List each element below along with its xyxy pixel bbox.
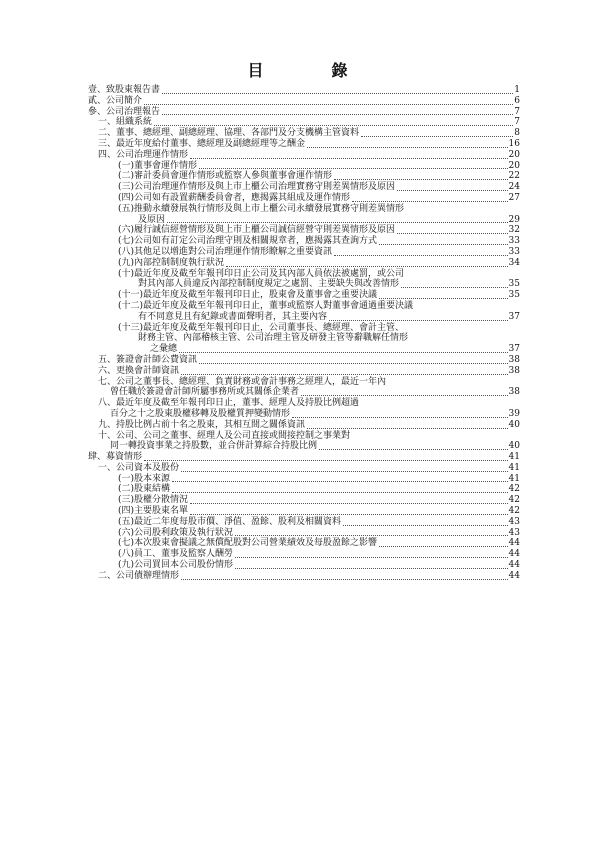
toc-entry-label: 四、公司治理運作情形 bbox=[98, 149, 189, 160]
leader-dots bbox=[172, 492, 508, 493]
toc-entry-label: (九)內部控制制度執行狀況 bbox=[118, 257, 225, 268]
toc-entry[interactable] bbox=[88, 128, 520, 139]
toc-entry[interactable] bbox=[88, 258, 520, 269]
toc-entry-label: (四)公司如有設置薪酬委員會者，應揭露其組成及運作情形 bbox=[118, 192, 351, 203]
toc-entry-line[interactable] bbox=[88, 398, 520, 409]
toc-entry-label-continued: 百分之十之股東股權移轉及股權質押變動情形 bbox=[110, 408, 291, 419]
toc-page-number: 1 bbox=[514, 85, 520, 95]
leader-dots bbox=[235, 557, 508, 558]
toc-page-number: 41 bbox=[508, 452, 520, 463]
leader-dots bbox=[154, 125, 513, 126]
leader-dots bbox=[181, 374, 508, 375]
leader-dots bbox=[307, 428, 508, 429]
page-title: 目 錄 bbox=[247, 61, 374, 80]
leader-dots bbox=[190, 503, 508, 504]
toc-entry-line[interactable] bbox=[88, 204, 520, 215]
toc-page-number: 6 bbox=[514, 95, 520, 106]
toc-entry[interactable] bbox=[88, 107, 520, 118]
toc-entry-label-continued: 財務主管、內部稽核主管、公司治理主管及研發主管等辭職解任情形 bbox=[138, 333, 409, 344]
leader-dots bbox=[235, 568, 508, 569]
toc-page-number: 44 bbox=[508, 549, 520, 560]
toc-page-number: 29 bbox=[508, 214, 520, 225]
toc-entry-label-continued: 有不同意見且有紀錄或書面聲明者，其主要內容 bbox=[138, 311, 328, 322]
toc-entry-line[interactable] bbox=[88, 323, 520, 334]
toc-page-number: 34 bbox=[508, 257, 520, 268]
toc-entry[interactable] bbox=[88, 344, 520, 355]
toc-entry[interactable] bbox=[88, 247, 520, 258]
toc-entry-label: (七)本次股東會擬議之無償配股對公司營業績效及每股盈餘之影響 bbox=[118, 538, 378, 549]
leader-dots bbox=[334, 179, 508, 180]
leader-dots bbox=[397, 190, 508, 191]
toc-entry-label: 肆、募資情形 bbox=[88, 452, 143, 463]
toc-page-number: 38 bbox=[508, 365, 520, 376]
toc-entry[interactable] bbox=[88, 355, 520, 366]
toc-entry-label: (五)推動永續發展執行情形及與上市上櫃公司永續發展實務守則差異情形 bbox=[118, 203, 405, 214]
toc-entry-label: (十一)最近年度及截至年報刊印日止，股東會及董事會之重要決議 bbox=[118, 290, 378, 301]
toc-page-number: 37 bbox=[508, 311, 520, 322]
toc-page-number: 7 bbox=[514, 117, 520, 128]
toc-entry-line[interactable] bbox=[88, 301, 520, 312]
toc-entry-label: 一、組織系統 bbox=[98, 117, 153, 128]
toc-entry-label: 七、公司之董事長、總經理、負責財務或會計事務之經理人，最近一年內 bbox=[98, 376, 387, 387]
leader-dots bbox=[199, 168, 508, 169]
toc-entry[interactable] bbox=[88, 495, 520, 506]
leader-dots bbox=[190, 158, 508, 159]
toc-entry-label: (三)股權分散情況 bbox=[118, 495, 189, 506]
leader-dots bbox=[179, 352, 508, 353]
toc-entry[interactable] bbox=[88, 452, 520, 463]
table-of-contents bbox=[88, 85, 520, 582]
toc-entry-label: 五、簽證會計師公費資訊 bbox=[98, 354, 198, 365]
toc-entry[interactable] bbox=[88, 409, 520, 420]
toc-page-number: 16 bbox=[508, 138, 520, 149]
toc-entry[interactable] bbox=[88, 117, 520, 128]
leader-dots bbox=[181, 471, 508, 472]
toc-entry-label: 六、更換會計師資訊 bbox=[98, 365, 180, 376]
toc-entry[interactable] bbox=[88, 182, 520, 193]
toc-entry-label: (七)公司如有訂定公司治理守則及相關規章者，應揭露其查詢方式 bbox=[118, 236, 378, 247]
toc-entry-line[interactable] bbox=[88, 269, 520, 280]
leader-dots bbox=[181, 579, 508, 580]
toc-entry-label: (八)其他足以增進對公司治理運作情形瞭解之重要資訊 bbox=[118, 246, 333, 257]
toc-entry[interactable] bbox=[88, 236, 520, 247]
toc-entry-label: (三)公司治理運作情形及與上市上櫃公司治理實務守則差異情形及原因 bbox=[118, 182, 396, 193]
toc-entry-label: 三、最近年度給付董事、總經理及副總經理等之酬金 bbox=[98, 138, 306, 149]
leader-dots bbox=[172, 481, 508, 482]
toc-page-number: 40 bbox=[508, 441, 520, 452]
toc-entry-label: 二、公司債辦理情形 bbox=[98, 570, 180, 581]
leader-dots bbox=[379, 298, 508, 299]
toc-entry[interactable] bbox=[88, 366, 520, 377]
leader-dots bbox=[292, 417, 508, 418]
toc-entry-label: 一、公司資本及股份 bbox=[98, 462, 180, 473]
toc-entry-label: (八)員工、董事及監察人酬勞 bbox=[118, 549, 234, 560]
toc-entry[interactable] bbox=[88, 96, 520, 107]
toc-entry-label: (九)公司買回本公司股份情形 bbox=[118, 560, 234, 571]
toc-page-number: 42 bbox=[508, 495, 520, 506]
toc-entry[interactable] bbox=[88, 463, 520, 474]
toc-entry-label: (二)股東結構 bbox=[118, 484, 171, 495]
toc-entry-label: (一)股本來源 bbox=[118, 473, 171, 484]
toc-entry-label: (十二)最近年度及截至年報刊印日止，董事或監察人對董事會通過重要決議 bbox=[118, 300, 414, 311]
leader-dots bbox=[235, 535, 508, 536]
toc-entry-label: (四)主要股東名單 bbox=[118, 506, 189, 517]
toc-entry[interactable] bbox=[88, 193, 520, 204]
toc-entry-label-continued: 及原因 bbox=[138, 214, 166, 225]
toc-page-number: 43 bbox=[508, 516, 520, 527]
toc-entry-label: 壹、致股東報告書 bbox=[88, 85, 161, 95]
toc-entry[interactable] bbox=[88, 215, 520, 226]
toc-page-number: 38 bbox=[508, 354, 520, 365]
toc-page-number: 33 bbox=[508, 246, 520, 257]
toc-page-number: 35 bbox=[508, 290, 520, 301]
leader-dots bbox=[144, 460, 508, 461]
toc-entry[interactable] bbox=[88, 161, 520, 172]
toc-page-number: 33 bbox=[508, 236, 520, 247]
leader-dots bbox=[361, 136, 513, 137]
toc-entry-label: 十、公司、公司之董事、經理人及公司直接或間接控制之事業對 bbox=[98, 430, 351, 441]
leader-dots bbox=[167, 222, 508, 223]
toc-entry[interactable] bbox=[88, 290, 520, 301]
toc-page-number: 44 bbox=[508, 570, 520, 581]
toc-entry[interactable] bbox=[88, 85, 520, 96]
toc-page-number: 42 bbox=[508, 506, 520, 517]
toc-entry[interactable] bbox=[88, 171, 520, 182]
toc-page-number: 40 bbox=[508, 419, 520, 430]
toc-entry-label-continued: 同一轉投資事業之持股數，並合併計算綜合持股比例 bbox=[110, 441, 318, 452]
toc-page-number: 43 bbox=[508, 527, 520, 538]
toc-page-number: 41 bbox=[508, 473, 520, 484]
toc-entry[interactable] bbox=[88, 517, 520, 528]
toc-page-number: 24 bbox=[508, 182, 520, 193]
leader-dots bbox=[379, 244, 508, 245]
toc-entry-label: (二)審計委員會運作情形或監察人參與董事會運作情形 bbox=[118, 171, 333, 182]
leader-dots bbox=[319, 449, 508, 450]
toc-entry[interactable] bbox=[88, 279, 520, 290]
leader-dots bbox=[190, 514, 508, 515]
toc-entry-label: (一)董事會運作情形 bbox=[118, 160, 198, 171]
leader-dots bbox=[301, 395, 508, 396]
toc-entry-line[interactable] bbox=[88, 431, 520, 442]
toc-entry-label: 貳、公司簡介 bbox=[88, 95, 143, 106]
toc-entry-line[interactable] bbox=[88, 333, 520, 344]
toc-entry-label: (六)履行誠信經營情形及與上市上櫃公司誠信經營守則差異情形及原因 bbox=[118, 225, 396, 236]
toc-entry-label: (十)最近年度及截至年報刊印日止公司及其內部人員依法被處罰，或公司 bbox=[118, 268, 405, 279]
toc-entry[interactable] bbox=[88, 441, 520, 452]
leader-dots bbox=[307, 147, 508, 148]
toc-entry[interactable] bbox=[88, 560, 520, 571]
toc-entry-line[interactable] bbox=[88, 377, 520, 388]
toc-page-number: 7 bbox=[514, 106, 520, 117]
toc-entry[interactable] bbox=[88, 538, 520, 549]
toc-page-number: 37 bbox=[508, 344, 520, 355]
toc-entry[interactable] bbox=[88, 225, 520, 236]
toc-page-number: 32 bbox=[508, 225, 520, 236]
toc-page-number: 27 bbox=[508, 192, 520, 203]
toc-page-number: 44 bbox=[508, 560, 520, 571]
toc-entry[interactable] bbox=[88, 312, 520, 323]
toc-entry-label: (六)公司股利政策及執行狀況 bbox=[118, 527, 234, 538]
leader-dots bbox=[199, 363, 508, 364]
leader-dots bbox=[162, 114, 513, 115]
toc-page-number: 41 bbox=[508, 462, 520, 473]
toc-entry-label: 八、最近年度及截至年報刊印日止，董事、經理人及持股比例超過 bbox=[98, 398, 360, 409]
leader-dots bbox=[352, 201, 508, 202]
toc-entry[interactable] bbox=[88, 387, 520, 398]
leader-dots bbox=[144, 104, 513, 105]
toc-entry[interactable] bbox=[88, 571, 520, 582]
leader-dots bbox=[334, 255, 508, 256]
toc-page-number: 44 bbox=[508, 538, 520, 549]
toc-entry[interactable] bbox=[88, 420, 520, 431]
toc-page-number: 38 bbox=[508, 387, 520, 398]
toc-entry[interactable] bbox=[88, 150, 520, 161]
leader-dots bbox=[329, 320, 508, 321]
toc-entry-label: 二、董事、總經理、副總經理、協理、各部門及分支機構主管資料 bbox=[98, 128, 360, 139]
leader-dots bbox=[401, 287, 508, 288]
toc-entry[interactable] bbox=[88, 528, 520, 539]
toc-entry[interactable] bbox=[88, 549, 520, 560]
leader-dots bbox=[343, 525, 508, 526]
toc-entry-label: 九、持股比例占前十名之股東，其相互間之關係資訊 bbox=[98, 419, 306, 430]
toc-entry[interactable] bbox=[88, 484, 520, 495]
toc-entry-label: (五)最近二年度每股市價、淨值、盈餘、股利及相關資料 bbox=[118, 516, 342, 527]
toc-entry-label-continued: 對其內部人員違反內部控制制度規定之處罰、主要缺失與改善情形 bbox=[138, 279, 400, 290]
toc-entry-label: (十三)最近年度及截至年報刊印日止，公司董事長、總經理、會計主管、 bbox=[118, 322, 405, 333]
toc-entry-label-continued: 之彙總 bbox=[150, 344, 178, 355]
leader-dots bbox=[379, 546, 508, 547]
toc-page-number: 35 bbox=[508, 279, 520, 290]
toc-page-number: 42 bbox=[508, 484, 520, 495]
leader-dots bbox=[397, 233, 508, 234]
toc-entry-label-continued: 曾任職於簽證會計師所屬事務所或其關係企業者 bbox=[110, 387, 300, 398]
toc-page-number: 22 bbox=[508, 171, 520, 182]
leader-dots bbox=[162, 93, 513, 94]
toc-page-number: 20 bbox=[508, 160, 520, 171]
toc-entry[interactable] bbox=[88, 139, 520, 150]
toc-entry-label: 參、公司治理報告 bbox=[88, 106, 161, 117]
toc-entry[interactable] bbox=[88, 474, 520, 485]
toc-entry[interactable] bbox=[88, 506, 520, 517]
leader-dots bbox=[226, 266, 508, 267]
toc-page-number: 39 bbox=[508, 408, 520, 419]
toc-page-number: 8 bbox=[514, 128, 520, 139]
toc-page-number: 20 bbox=[508, 149, 520, 160]
